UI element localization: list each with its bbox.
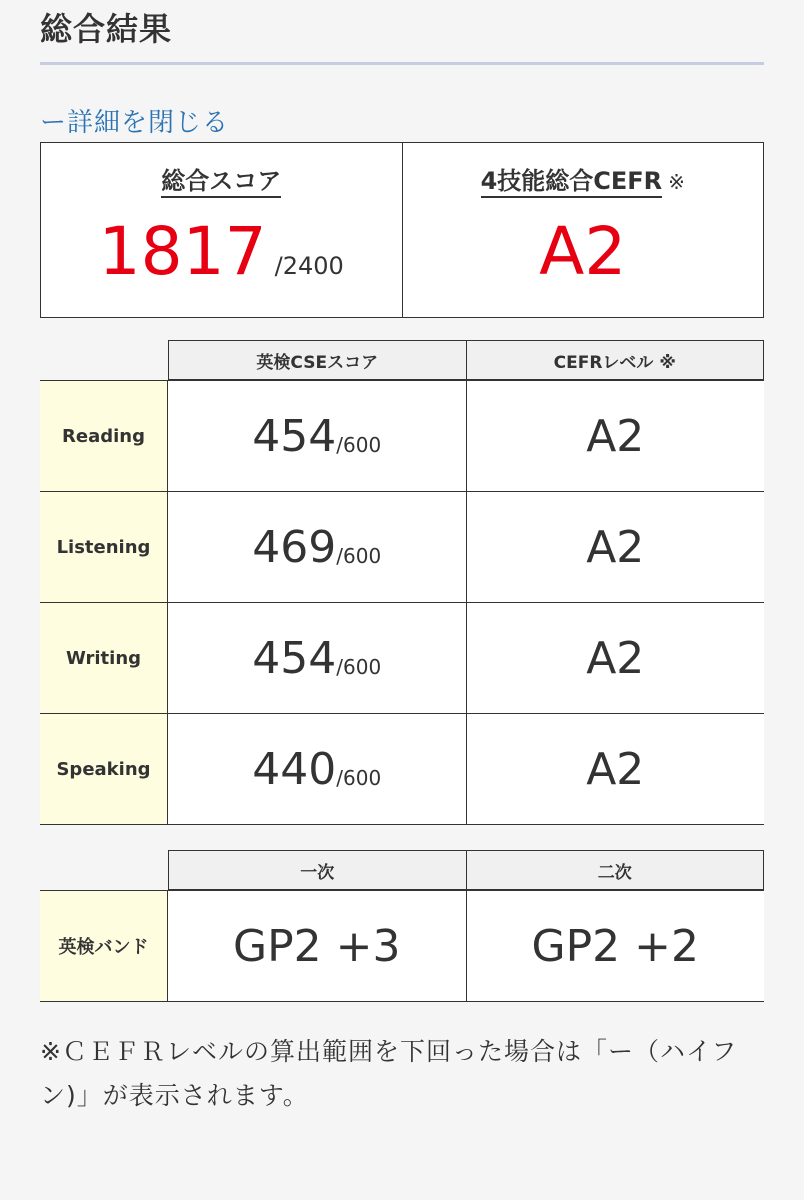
header-blank [40,850,168,890]
collapse-details-link[interactable]: ー詳細を閉じる [40,108,230,138]
cefr-overall-value: A2 [539,213,627,290]
cse-score-cell [168,492,466,602]
cse-score: 440 [252,743,337,795]
cefr-level-cell: A2 [466,492,765,602]
cefr-level-cell: A2 [466,714,765,824]
cefr-overall-label-text: 4技能総合CEFR [481,167,663,198]
total-score-value [41,213,402,290]
summary-box [40,142,764,318]
cefr-overall-note: ※ [668,170,685,194]
band-first-stage: GP2 +3 [168,891,466,1001]
cse-score-max: /600 [336,544,382,568]
total-score-cell [41,143,402,317]
cefr-level-cell: A2 [466,603,765,713]
skill-label: Writing [40,603,168,713]
cse-score-max: /600 [336,766,382,790]
header-second-stage: 二次 [467,850,765,890]
cefr-level-cell: A2 [466,381,765,491]
table-row [40,492,764,603]
title-divider [40,62,764,65]
skill-label: Speaking [40,714,168,824]
skill-score-table [40,340,764,825]
total-score-label [41,161,402,196]
eiken-band-table [40,850,764,1002]
total-score-max: /2400 [274,252,344,280]
skill-table-header [40,340,764,380]
table-row [40,603,764,714]
table-row [40,891,764,1002]
band-second-stage: GP2 +2 [466,891,765,1001]
header-cse-score: 英検CSEスコア [168,340,467,380]
table-row [40,381,764,492]
cefr-overall-cell [402,143,764,317]
skill-label: Reading [40,381,168,491]
skill-label: Listening [40,492,168,602]
cse-score: 454 [252,632,337,684]
cefr-footnote: ※ＣＥＦＲレベルの算出範囲を下回った場合は「ー（ハイフン)」が表示されます。 [40,1037,738,1110]
cse-score-cell [168,603,466,713]
cse-score-cell [168,714,466,824]
band-label: 英検バンド [40,891,168,1001]
cefr-overall-label [403,161,764,196]
cse-score-max: /600 [336,655,382,679]
cse-score: 454 [252,410,337,462]
total-score-number: 1817 [98,213,267,290]
table-row [40,714,764,825]
total-score-label-text: 総合スコア [161,167,281,198]
cse-score-cell [168,381,466,491]
header-cefr-level: CEFRレベル ※ [467,340,765,380]
band-table-header [40,850,764,890]
header-blank [40,340,168,380]
cse-score: 469 [252,521,337,573]
page-title: 総合結果 [40,10,173,48]
header-first-stage: 一次 [168,850,467,890]
cse-score-max: /600 [336,433,382,457]
